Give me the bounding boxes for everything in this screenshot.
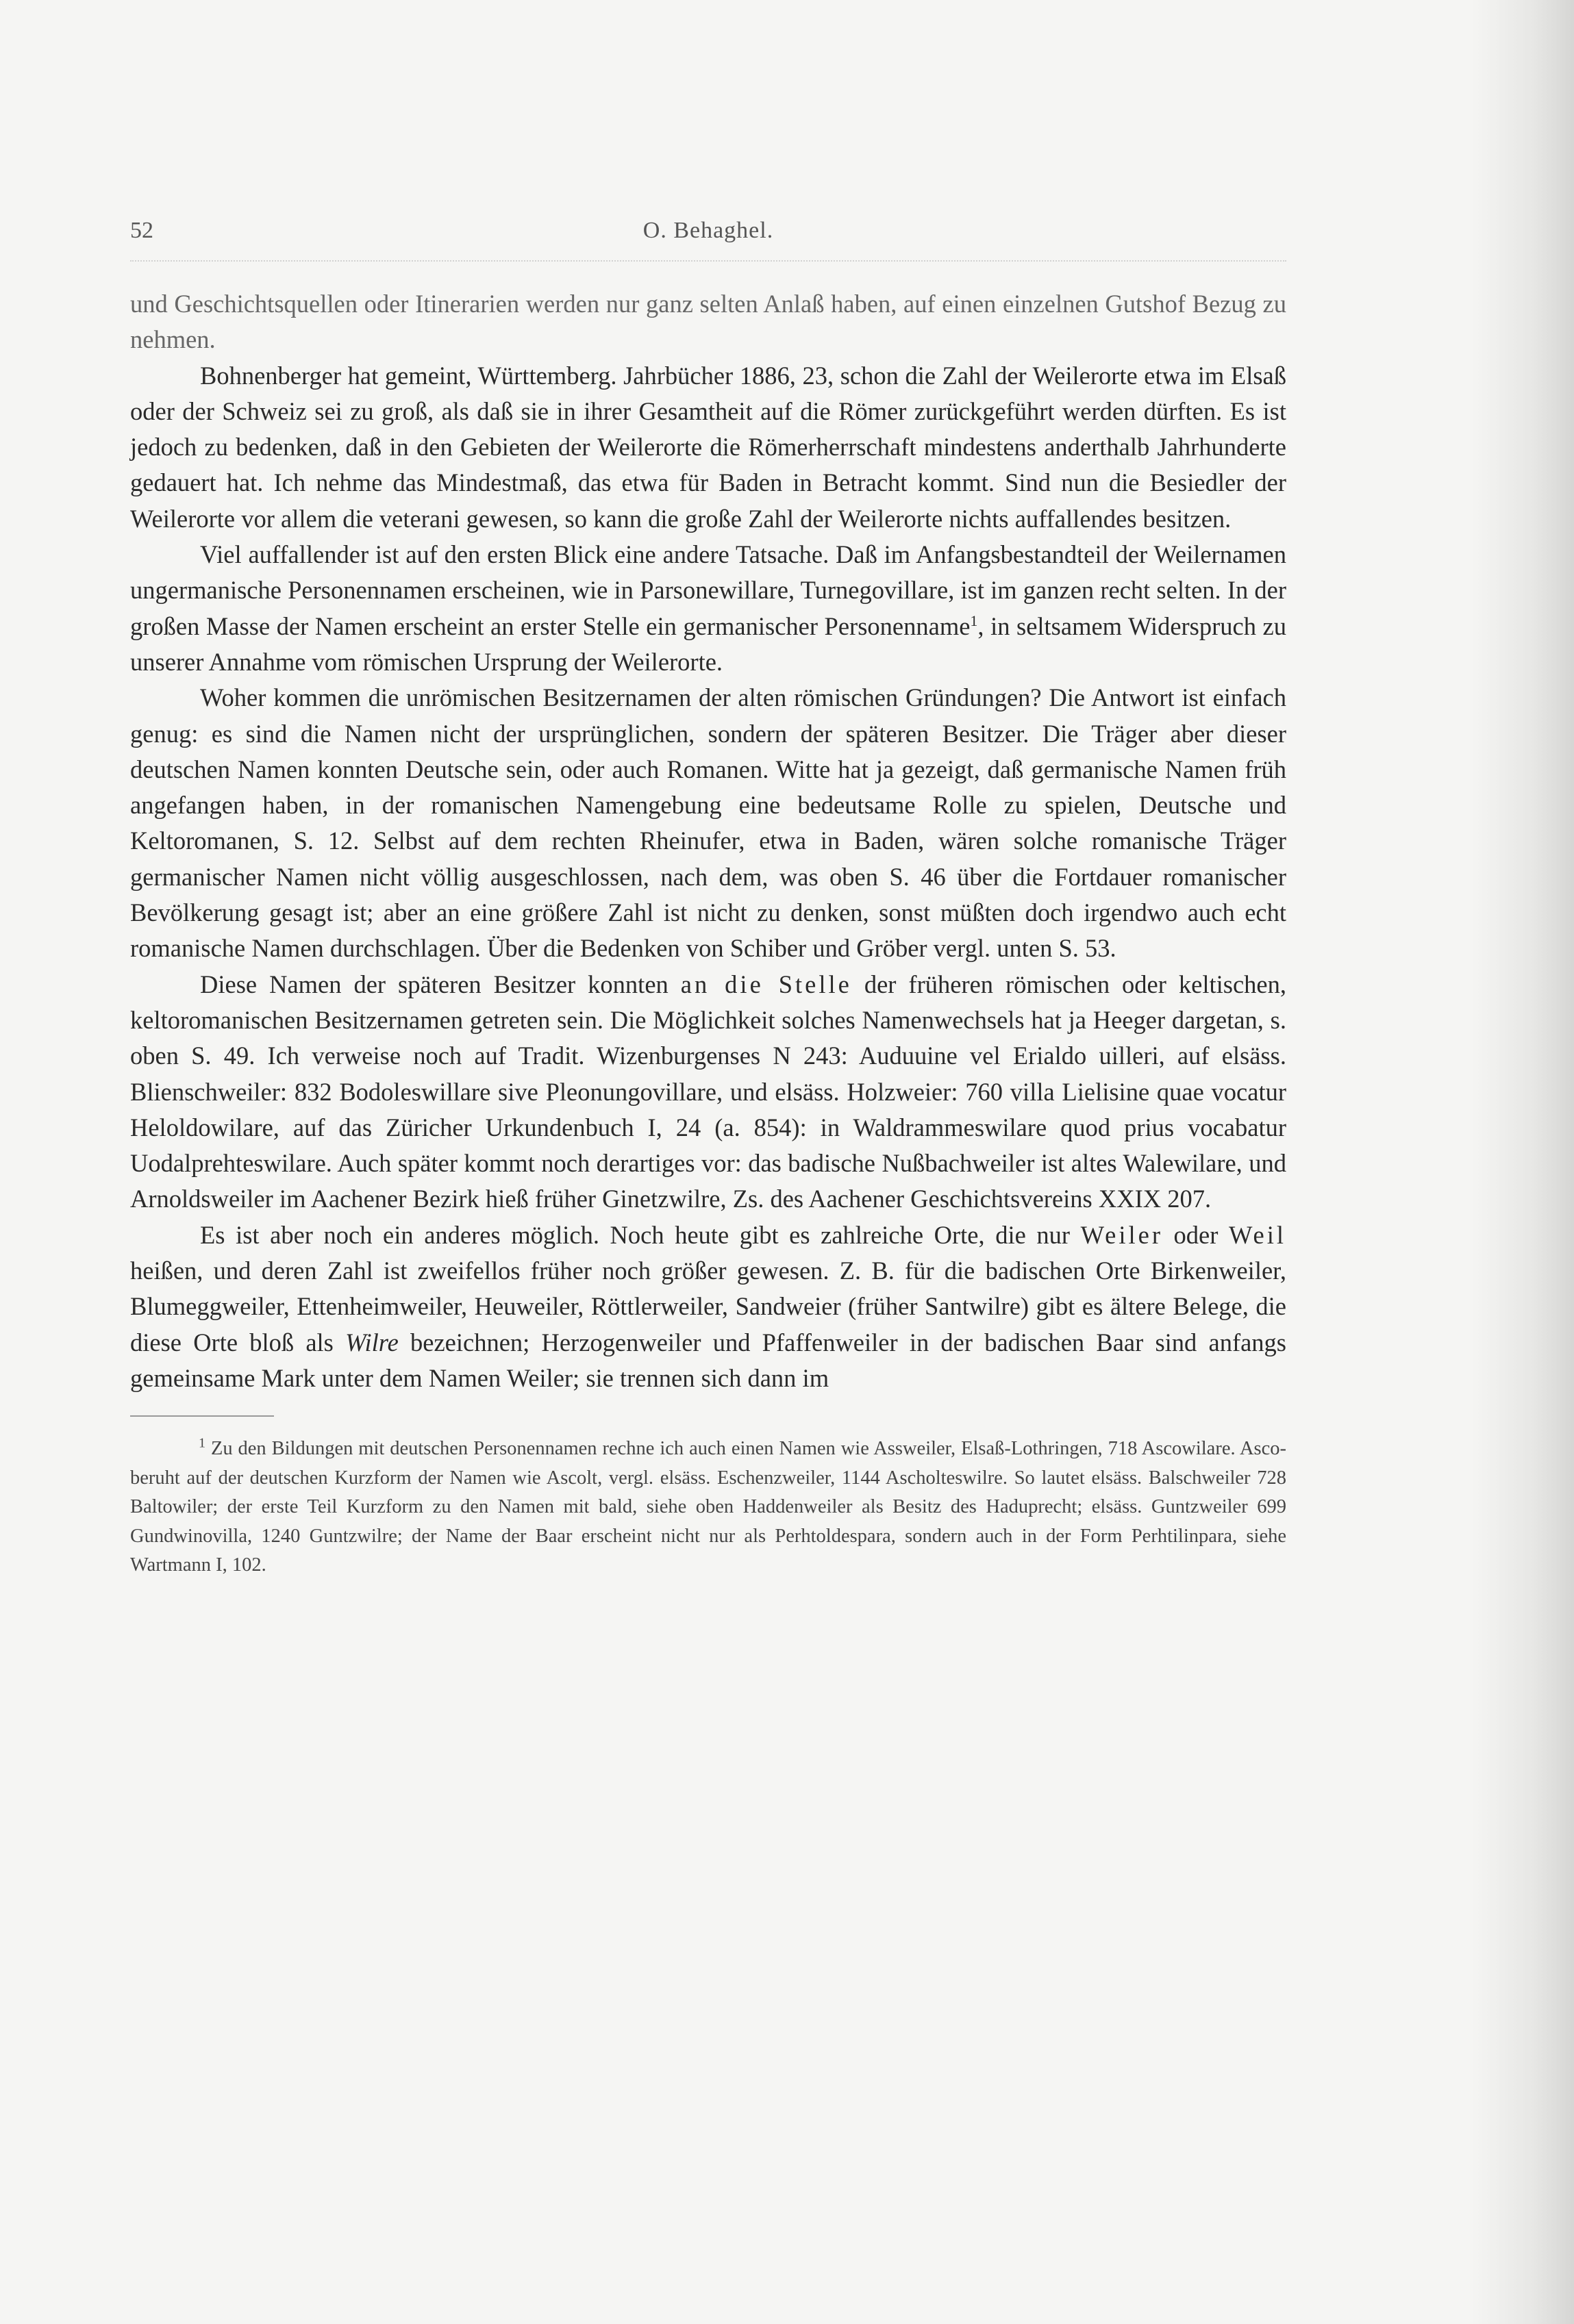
- running-head: [130, 218, 1286, 251]
- paragraph-2: Bohnenberger hat gemeint, Württemberg. Jahrbücher 1886, 23, schon die Zahl der Weilerorte etwa im Elsaß oder der Schweiz sei zu groß, als daß sie in ihrer Gesamtheit auf die Römer zurückgeführt werden dürften. Es ist jedoch zu bedenken, daß in den Gebieten der Weilerorte die Römerherrschaft mindestens anderthalb Jahrhunderte gedauert hat. Ich nehme das Mindestmaß, das etwa für Baden in Betracht kommt. Sind nun die Besiedler der Weilerorte vor allem die veterani gewesen, so kann die große Zahl der Weilerorte nichts auffallendes besitzen.: [130, 361, 1286, 533]
- header-divider: [130, 260, 1286, 262]
- paragraph-6-text-b: oder: [1162, 1220, 1229, 1249]
- spaced-emphasis: an die Stelle: [680, 970, 852, 998]
- footnote-divider: [130, 1415, 274, 1417]
- paragraph-6-text-d: bezeichnen; Herzogenweiler und Pfaffenweiler in der badischen Baar sind anfangs gemeinsame Mark unter dem Namen Weiler; sie trennen sich dann im: [130, 1328, 1287, 1392]
- paragraph-5: [130, 967, 1286, 1217]
- body-text: [130, 286, 1286, 1396]
- spaced-weiler: Weiler: [1080, 1220, 1163, 1249]
- footnote-text: Zu den Bildungen mit deutschen Personennamen rechne ich auch einen Namen wie Assweiler, Elsaß-Lothringen, 718 Ascowilare. Asco- beruht auf der deutschen Kurzform der Namen wie Ascolt, vergl. elsäss. Eschenzweiler, 1144 Ascholteswilre. So lautet elsäss. Balschweiler 728 Baltowiler; der erste Teil Kurzform zu den Namen mit bald, siehe oben Haddenweiler als Besitz des Haduprecht; elsäss. Guntzweiler 699 Gundwinovilla, 1240 Guntzwilre; der Name der Baar erscheint nicht nur als Perhtoldespara, sondern auch in der Form Perhtilinpara, siehe Wartmann I, 102.: [130, 1438, 1287, 1576]
- paragraph-3-text-a: Viel auffallender ist auf den ersten Blick eine andere Tatsache. Daß im Anfangsbestandteil der Weilernamen ungermanische Personennamen erscheinen, wie in Parsonewillare, Turnegovillare, ist im ganzen recht selten. In der großen Masse der Namen erscheint an erster Stelle ein germanischer Personenname: [130, 540, 1286, 640]
- running-head-author: O. Behaghel.: [642, 218, 774, 243]
- page-number: 52: [130, 218, 153, 243]
- paragraph-6-text-a: Es ist aber noch ein anderes möglich. Noch heute gibt es zahlreiche Orte, die nur: [200, 1220, 1081, 1249]
- footnote-reference: 1: [970, 611, 978, 629]
- page-edge-shadow: [1471, 0, 1574, 2324]
- paragraph-3: [130, 537, 1286, 680]
- paragraph-4: Woher kommen die unrömischen Besitzernamen der alten römischen Gründungen? Die Antwort ist einfach genug: es sind die Namen nicht der ursprünglichen, sondern der späteren Besitzer. Die Träger aber dieser deutschen Namen konnten Deutsche sein, oder auch Romanen. Witte hat ja gezeigt, daß germanische Namen früh angefangen haben, in der romanischen Namengebung eine bedeutsame Rolle zu spielen, Deutsche und Keltoromanen, S. 12. Selbst auf dem rechten Rheinufer, etwa in Baden, wären solche romanische Träger germanischer Namen nicht völlig ausgeschlossen, nach dem, was oben S. 46 über die Fortdauer romanischer Bevölkerung gesagt ist; aber an eine größere Zahl ist nicht zu denken, sonst müßten doch irgendwo auch echt romanische Namen durchschlagen. Über die Bedenken von Schiber und Gröber vergl. unten S. 53.: [130, 683, 1286, 963]
- paragraph-5-text-b: der früheren römischen oder keltischen, keltoromanischen Besitzernamen getreten sein. Die Möglichkeit solches Namenwechsels hat ja Heeger dargetan, s. oben S. 49. Ich verweise noch auf Tradit. Wizenburgenses N 243: Auduuine vel Erialdo uilleri, auf elsäss. Blienschweiler: 832 Bodoleswillare sive Pleonungovillare, und elsäss. Holzweier: 760 villa Lielisine quae vocatur Heloldowilare, auf das Züricher Urkundenbuch I, 24 (a. 854): in Waldrammeswilare quod prius vocabatur Uodalprehteswilare. Auch später kommt noch derartiges vor: das badische Nußbachweiler ist altes Walewilare, und Arnoldsweiler im Aachener Bezirk hieß früher Ginetzwilre, Zs. des Aachener Geschichtsvereins XXIX 207.: [130, 970, 1286, 1213]
- paragraph-3-text-b: , in seltsamem Widerspruch zu unserer Annahme vom römischen Ursprung der Weilerorte.: [130, 611, 1286, 676]
- spaced-weil: Weil: [1229, 1220, 1287, 1249]
- paragraph-5-text-a: Diese Namen der späteren Besitzer konnten: [200, 970, 681, 998]
- paragraph-6: [130, 1217, 1286, 1396]
- paragraph-6-text-c: heißen, und deren Zahl ist zweifellos früher noch größer gewesen. Z. B. für die badischen Orte Birkenweiler, Blumeggweiler, Ettenheimweiler, Heuweiler, Röttlerweiler, Sandweier (früher Santwilre) gibt es ältere Belege, die diese Orte bloß als: [130, 1256, 1286, 1356]
- paragraph-1: und Geschichtsquellen oder Itinerarien werden nur ganz selten Anlaß haben, auf einen einzelnen Gutshof Bezug zu nehmen.: [130, 290, 1286, 354]
- italic-wilre: Wilre: [345, 1328, 399, 1356]
- footnote-1: [130, 1435, 1286, 1580]
- footnote-mark: 1: [199, 1435, 205, 1451]
- book-page: [130, 218, 1286, 1580]
- footnotes: [130, 1435, 1286, 1580]
